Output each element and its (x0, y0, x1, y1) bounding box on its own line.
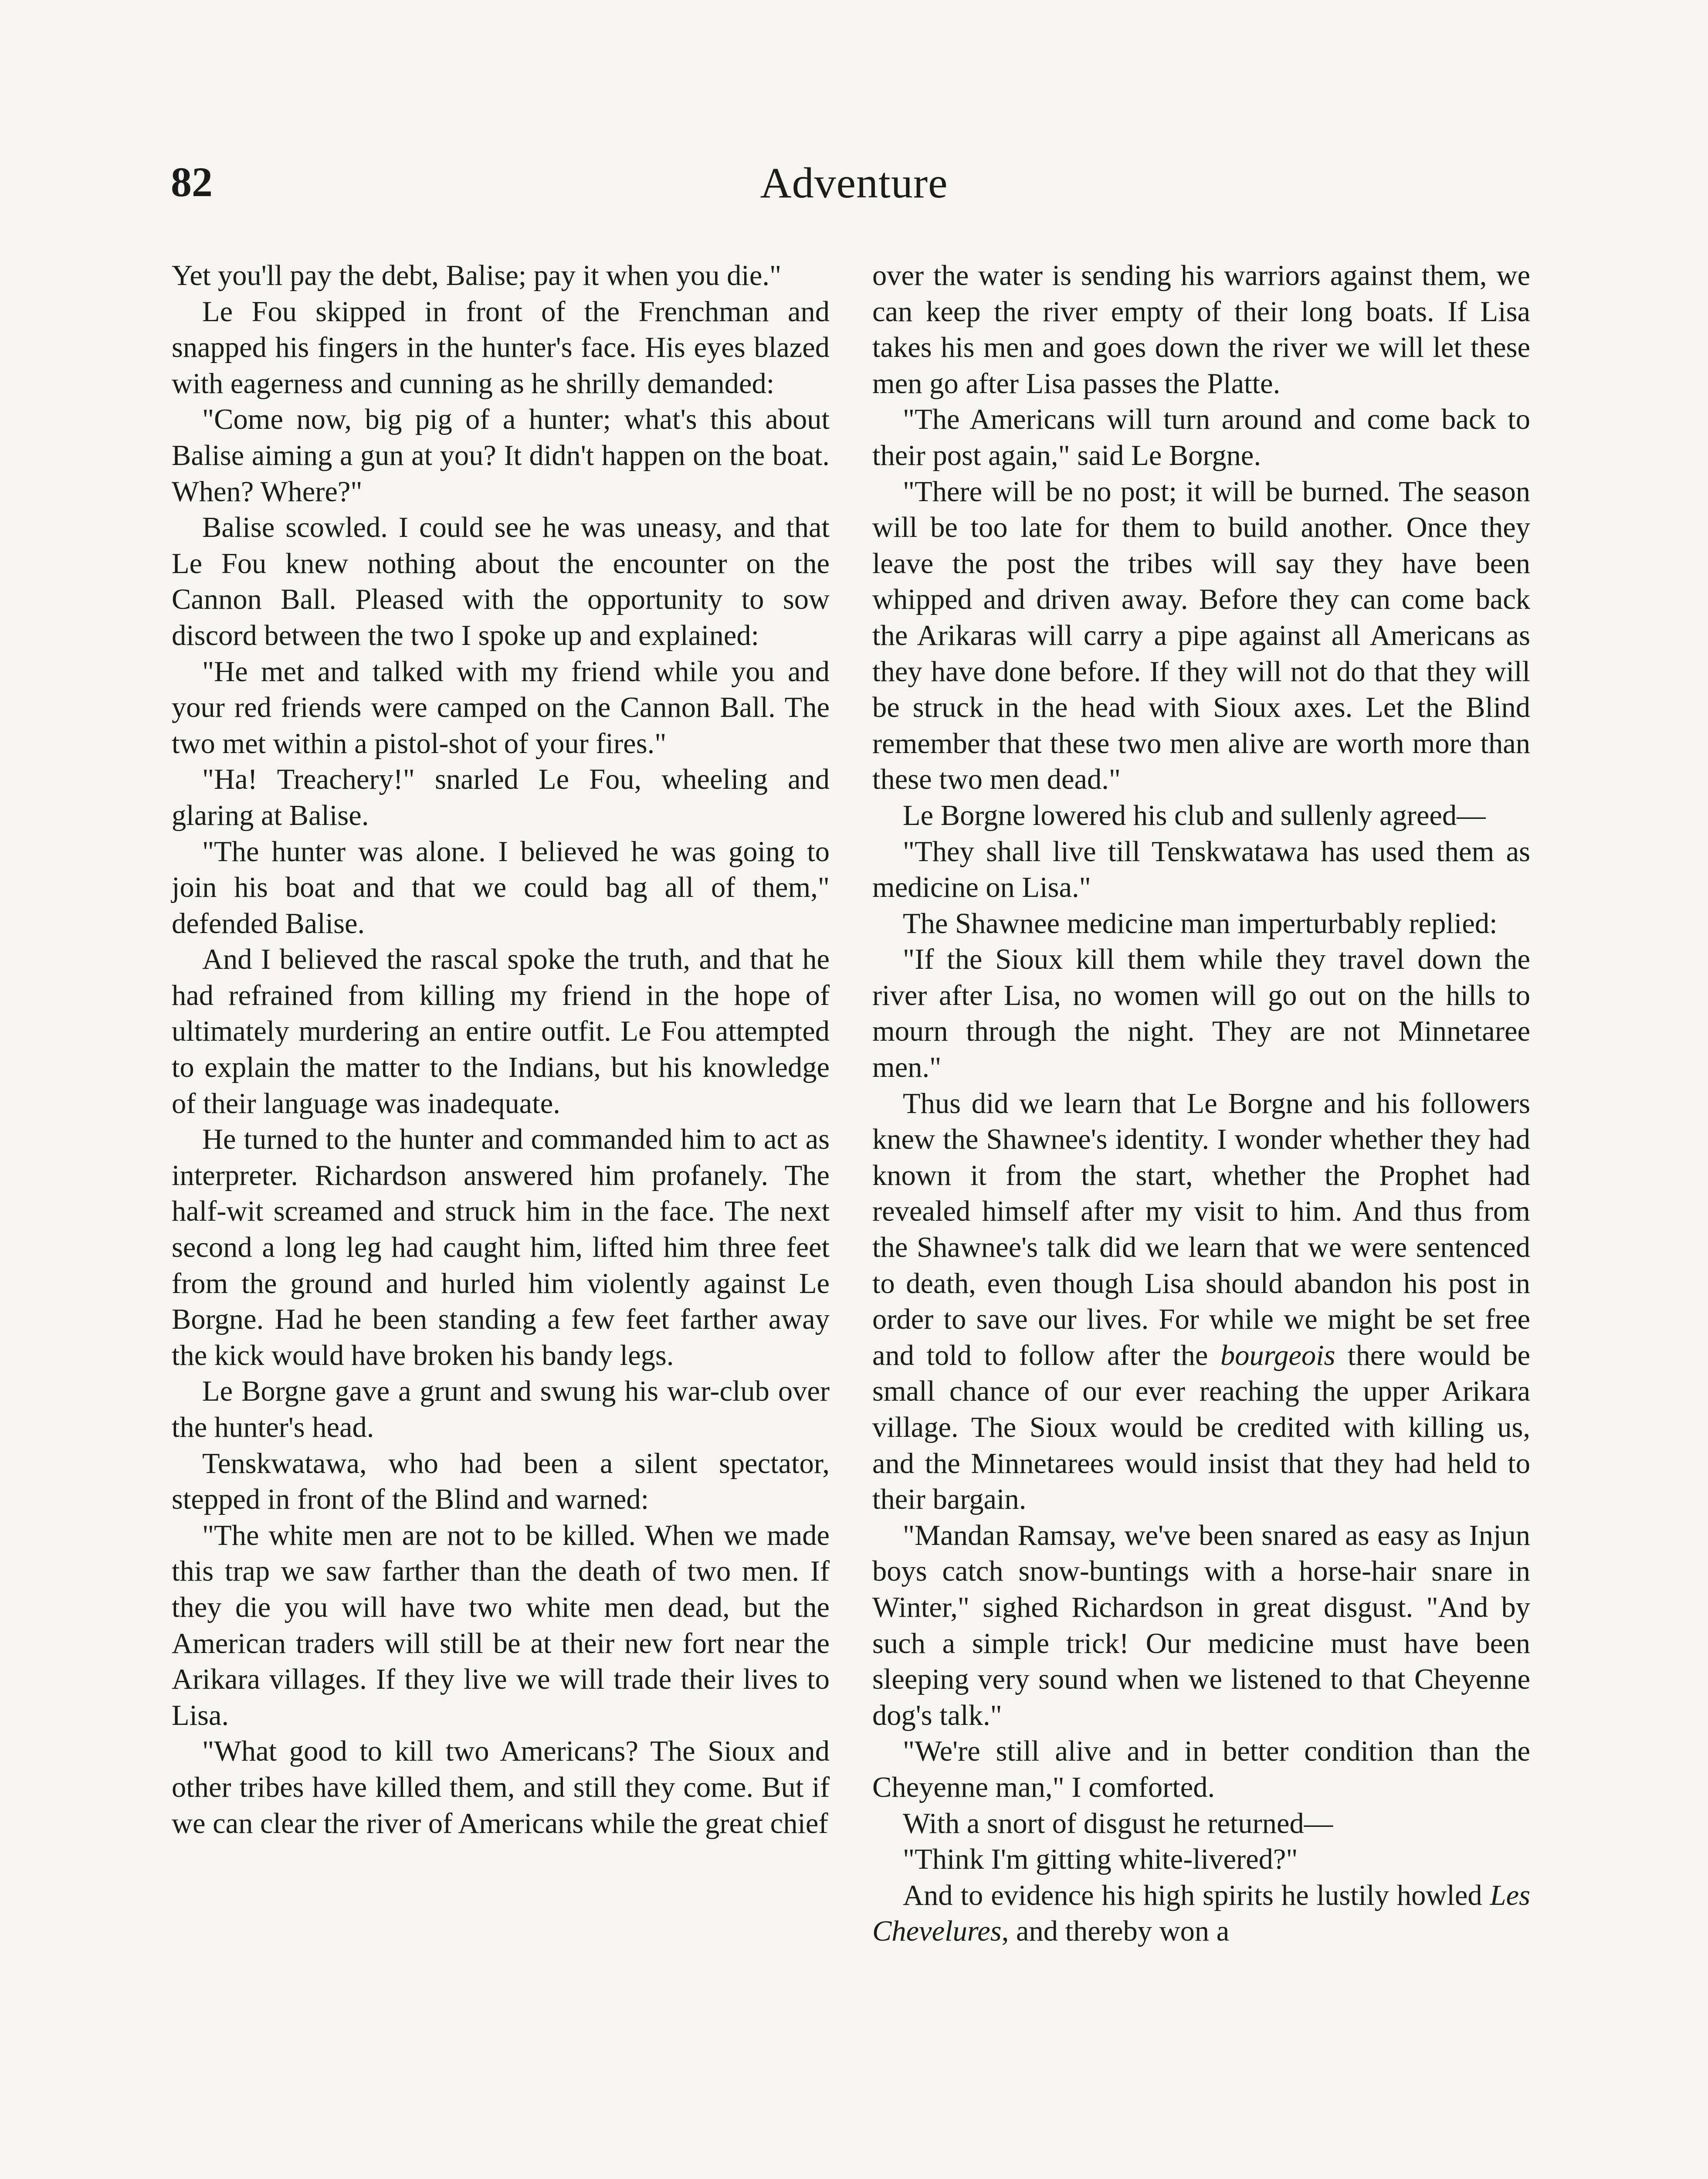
paragraph: Le Fou skipped in front of the Frenchman and snapped his fingers in the hunter's face. His eyes blazed with eagerness and cunning as he shrilly demanded: (172, 295, 830, 400)
paragraph: "What good to kill two Americans? The Sioux and other tribes have killed them, and still they come. But if we can clear the river of Americans while the great chief (172, 1735, 830, 1840)
paragraph: He turned to the hunter and commanded him to act as interpreter. Richardson answered him profanely. The half-wit screamed and struck him in the face. The next second a long leg had caught him, lifted him three feet from the ground and hurled him violently against Le Borgne. Had he been standing a few feet farther away the kick would have broken his bandy legs. (172, 1123, 830, 1371)
paragraph: Thus did we learn that Le Borgne and his followers knew the Shawnee's identity. I wonder whether they had known it from the start, whether the Prophet had revealed himself after my visit to him. And thus from the Shawnee's talk did we learn that we were sentenced to death, even though Lisa should abandon his post in order to save our lives. For while we might be set free and told to follow after the bourgeois there would be small chance of our ever reaching the upper Arikara village. The Sioux would be credited with killing us, and the Minnetarees would insist that they had held to their bargain. (872, 1087, 1530, 1516)
paragraph: Balise scowled. I could see he was uneasy, and that Le Fou knew nothing about the encounter on the Cannon Ball. Pleased with the opportunity to sow discord between the two I spoke up and explained: (172, 512, 830, 652)
paragraph: Le Borgne lowered his club and sullenly agreed— (903, 799, 1486, 832)
paragraph: Le Borgne gave a grunt and swung his war-club over the hunter's head. (172, 1375, 830, 1443)
paragraph: "The white men are not to be killed. When we made this trap we saw farther than the death of two men. If they die you will have two white men dead, but the American traders will still be at their new fort near the Arikara villages. If they live we will trade their lives to Lisa. (172, 1519, 830, 1731)
paragraph: "There will be no post; it will be burned. The season will be too late for them to build another. Once they leave the post the tribes will say they have been whipped and driven away. Before they can come back the Arikaras will carry a pipe against all Americans as they have done before. If they will not do that they will be struck in the head with Sioux axes. Let the Blind remember that these two men alive are worth more than these two men dead." (872, 475, 1530, 796)
paragraph: And to evidence his high spirits he lustily howled Les Chevelures, and thereby won a (872, 1879, 1530, 1948)
paragraph: "The Americans will turn around and come back to their post again," said Le Borgne. (872, 404, 1530, 472)
page-number: 82 (171, 159, 213, 205)
paragraph: "Mandan Ramsay, we've been snared as easy as Injun boys catch snow-buntings with a horse-hair snare in Winter," sighed Richardson in great disgust. "And by such a simple trick! Our medicine must have been sleeping very sound when we listened to that Cheyenne dog's talk." (872, 1519, 1530, 1731)
paragraph: "The hunter was alone. I believed he was going to join his boat and that we could bag all of them," defended Balise. (172, 835, 830, 940)
paragraph: "Think I'm gitting white-livered?" (903, 1843, 1298, 1876)
paragraph: over the water is sending his warriors against them, we can keep the river empty of their long boats. If Lisa takes his men and goes down the river we will let these men go after Lisa passes the Platte. (872, 260, 1530, 400)
paragraph: "Come now, big pig of a hunter; what's this about Balise aiming a gun at you? It didn't happen on the boat. When? Where?" (172, 404, 830, 508)
paragraph: Yet you'll pay the debt, Balise; pay it when you die." (172, 260, 782, 292)
paragraph: "We're still alive and in better condition than the Cheyenne man," I comforted. (872, 1735, 1530, 1803)
left-text-column (172, 258, 830, 1842)
paragraph: "They shall live till Tenskwatawa has used them as medicine on Lisa." (872, 835, 1530, 904)
paragraph: "Ha! Treachery!" snarled Le Fou, wheeling and glaring at Balise. (172, 764, 830, 832)
paragraph: And I believed the rascal spoke the truth, and that he had refrained from killing my friend in the hope of ultimately murdering an entire outfit. Le Fou attempted to explain the matter to the Indians, but his knowledge of their language was inadequate. (172, 944, 830, 1120)
paragraph: "He met and talked with my friend while you and your red friends were camped on the Cannon Ball. The two met within a pistol-shot of your fires." (172, 655, 830, 760)
paragraph: Tenskwatawa, who had been a silent spectator, stepped in front of the Blind and warned: (172, 1447, 830, 1516)
right-text-column (872, 258, 1530, 1950)
running-title: Adventure (760, 159, 948, 207)
paragraph: With a snort of disgust he returned— (903, 1807, 1333, 1840)
paragraph: The Shawnee medicine man imperturbably replied: (903, 907, 1498, 940)
paragraph: "If the Sioux kill them while they travel down the river after Lisa, no women will go out on the hills to mourn through the night. They are not Minnetaree men." (872, 944, 1530, 1084)
